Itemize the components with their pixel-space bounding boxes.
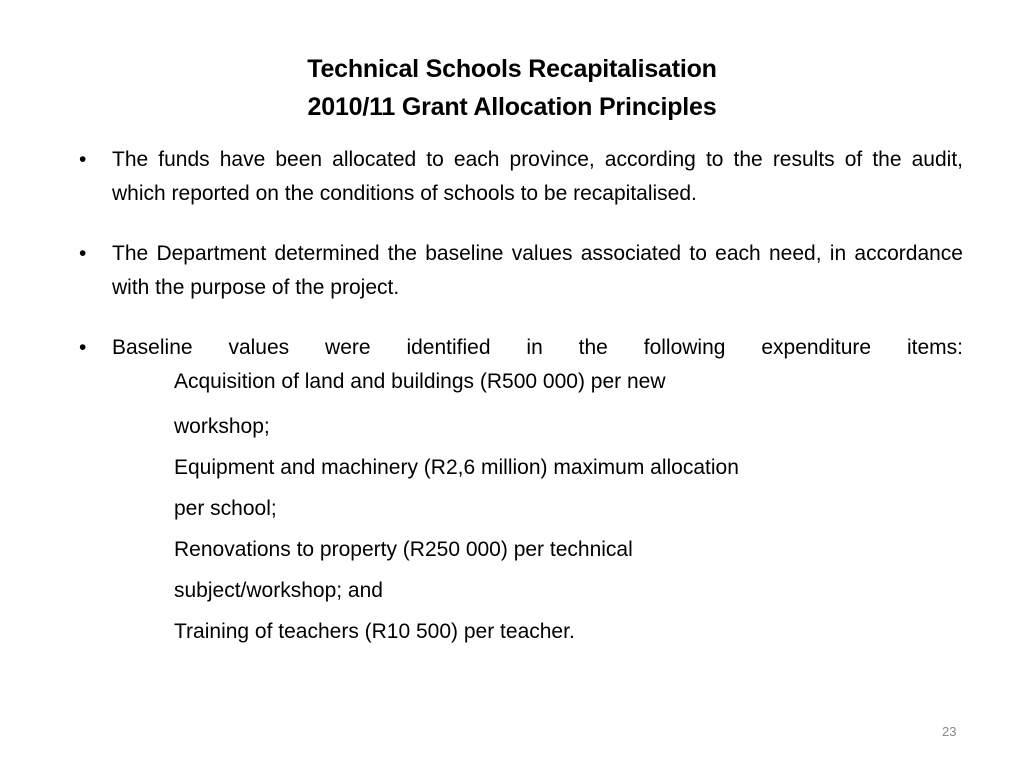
bullet-marker: •: [79, 148, 87, 171]
expenditure-item-line: Equipment and machinery (R2,6 million) maximum allocation: [174, 456, 739, 479]
expenditure-item-line: Renovations to property (R250 000) per technical: [174, 538, 633, 561]
title-line-1: Technical Schools Recapitalisation: [307, 55, 717, 83]
expenditure-item-line: Acquisition of land and buildings (R500 000) per new: [174, 370, 666, 393]
expenditure-item-line: subject/workshop; and: [174, 579, 383, 602]
expenditure-items: [112, 365, 963, 652]
bullet-text: Baseline values were identified in the following expenditure items:: [112, 336, 963, 359]
bullet-text: The Department determined the baseline values associated to each need, in accordance with the purpose of the project.: [112, 242, 963, 299]
bullet-item: [72, 331, 963, 652]
slide-title: [0, 50, 1024, 126]
bullet-list: [72, 143, 963, 652]
bullet-item: [72, 143, 963, 211]
expenditure-item-line: per school;: [174, 497, 277, 520]
title-line-2: 2010/11 Grant Allocation Principles: [307, 93, 717, 121]
bullet-marker: •: [79, 336, 87, 359]
bullet-marker: •: [79, 242, 87, 265]
page-number: 23: [942, 724, 957, 739]
expenditure-item-line: Training of teachers (R10 500) per teacher.: [174, 620, 575, 643]
expenditure-item-line: workshop;: [174, 415, 270, 438]
bullet-text: The funds have been allocated to each province, according to the results of the audit, which reported on the conditions of schools to be recapitalised.: [112, 148, 963, 205]
bullet-item: [72, 237, 963, 305]
